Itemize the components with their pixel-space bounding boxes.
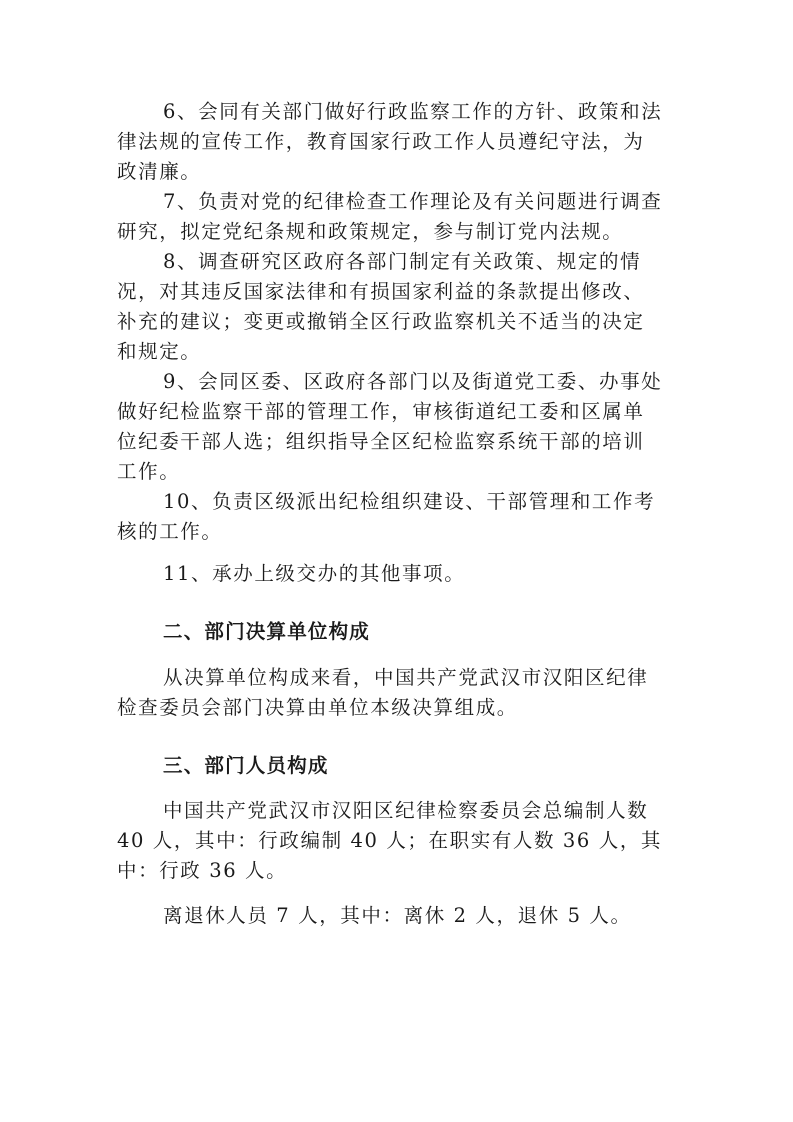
item-8-line-1: 8、调查研究区政府各部门制定有关政策、规定的情 xyxy=(163,250,642,273)
item-6-line-1: 6、会同有关部门做好行政监察工作的方针、政策和法 xyxy=(163,100,663,123)
item-7-line-1: 7、负责对党的纪律检查工作理论及有关问题进行调查 xyxy=(163,190,663,213)
item-9-line-3: 位纪委干部人选；组织指导全区纪检监察系统干部的培训 xyxy=(117,430,645,453)
section-3-para-1-line-3: 中：行政 36 人。 xyxy=(117,859,288,882)
item-10-line-2: 核的工作。 xyxy=(117,520,223,543)
section-3-heading: 三、部门人员构成 xyxy=(163,754,329,777)
item-11-line-1: 11、承办上级交办的其他事项。 xyxy=(163,562,466,585)
item-9-line-1: 9、会同区委、区政府各部门以及街道党工委、办事处 xyxy=(163,370,663,393)
section-3-para-2-line-1: 离退休人员 7 人，其中：离休 2 人，退休 5 人。 xyxy=(163,904,632,927)
item-7-line-2: 研究，拟定党纪条规和政策规定，参与制订党内法规。 xyxy=(117,220,624,243)
section-3-para-1-line-1: 中国共产党武汉市汉阳区纪律检察委员会总编制人数 xyxy=(163,799,649,822)
item-8-line-2: 况，对其违反国家法律和有损国家利益的条款提出修改、 xyxy=(117,280,645,303)
item-9-line-4: 工作。 xyxy=(117,460,181,483)
item-8-line-3: 补充的建议；变更或撤销全区行政监察机关不适当的决定 xyxy=(117,310,645,333)
item-6-line-2: 律法规的宣传工作，教育国家行政工作人员遵纪守法，为 xyxy=(117,130,645,153)
item-10-line-1: 10、负责区级派出纪检组织建设、干部管理和工作考 xyxy=(163,490,656,513)
section-2-line-1: 从决算单位构成来看，中国共产党武汉市汉阳区纪律 xyxy=(163,666,649,689)
section-2-heading: 二、部门决算单位构成 xyxy=(163,620,371,643)
item-9-line-2: 做好纪检监察干部的管理工作，审核街道纪工委和区属单 xyxy=(117,400,645,423)
section-3-para-1-line-2: 40 人，其中：行政编制 40 人；在职实有人数 36 人，其 xyxy=(117,829,663,852)
item-6-line-3: 政清廉。 xyxy=(117,160,202,183)
section-2-line-2: 检查委员会部门决算由单位本级决算组成。 xyxy=(117,696,518,719)
item-8-line-4: 和规定。 xyxy=(117,340,202,363)
